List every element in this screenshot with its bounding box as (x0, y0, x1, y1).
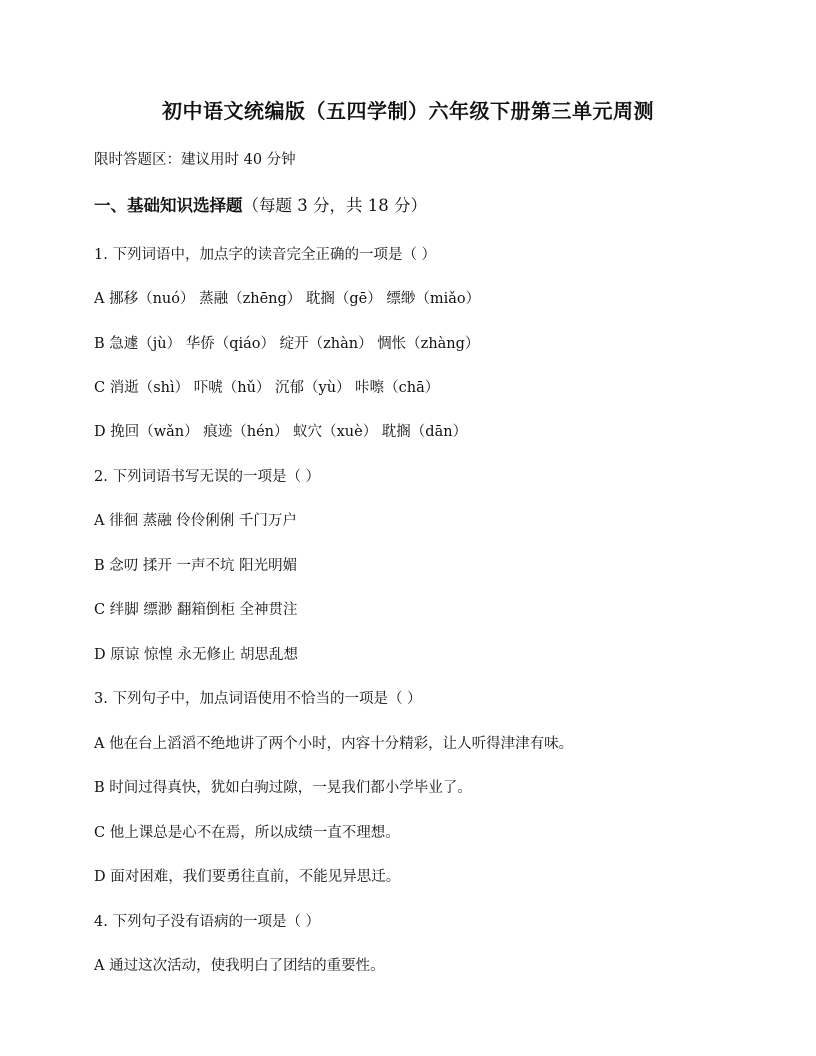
option-a: A 他在台上滔滔不绝地讲了两个小时，内容十分精彩，让人听得津津有味。 (94, 736, 574, 752)
option-b: B 念叨 揉开 一声不坑 阳光明媚 (94, 558, 298, 574)
question-stem: 4. 下列句子没有语病的一项是（ ） (94, 914, 321, 930)
option-c: C 他上课总是心不在焉，所以成绩一直不理想。 (94, 825, 400, 841)
section-title: 一、基础知识选择题 (94, 196, 243, 215)
option-a: A 徘徊 蒸融 伶伶俐俐 千门万户 (94, 513, 297, 529)
option-d: D 挽回（wǎn） 痕迹（hén） 蚁穴（xuè） 耽搁（dān） (94, 424, 468, 440)
question-stem: 3. 下列句子中，加点词语使用不恰当的一项是（ ） (94, 691, 422, 707)
section-heading (94, 196, 427, 216)
page-title: 初中语文统编版（五四学制）六年级下册第三单元周测 (162, 99, 654, 123)
option-c: C 消逝（shì） 吓唬（hǔ） 沉郁（yù） 咔嚓（chā） (94, 380, 440, 396)
time-note: 限时答题区：建议用时 40 分钟 (94, 152, 296, 168)
question-stem: 1. 下列词语中，加点字的读音完全正确的一项是（ ） (94, 247, 437, 263)
option-d: D 面对困难，我们要勇往直前，不能见异思迁。 (94, 869, 401, 885)
section-score-note: （每题 3 分，共 18 分） (242, 196, 427, 215)
option-a: A 挪移（nuó） 蒸融（zhēng） 耽搁（gē） 缥缈（miǎo） (94, 291, 481, 307)
option-d: D 原谅 惊惶 永无修止 胡思乱想 (94, 647, 299, 663)
question-stem: 2. 下列词语书写无误的一项是（ ） (94, 469, 321, 485)
option-a: A 通过这次活动，使我明白了团结的重要性。 (94, 958, 385, 974)
option-b: B 时间过得真快，犹如白驹过隙，一晃我们都小学毕业了。 (94, 780, 472, 796)
option-c: C 绊脚 缥渺 翻箱倒柜 全神贯注 (94, 602, 298, 618)
option-b: B 急遽（jù） 华侨（qiáo） 绽开（zhàn） 惆怅（zhàng） (94, 336, 480, 352)
